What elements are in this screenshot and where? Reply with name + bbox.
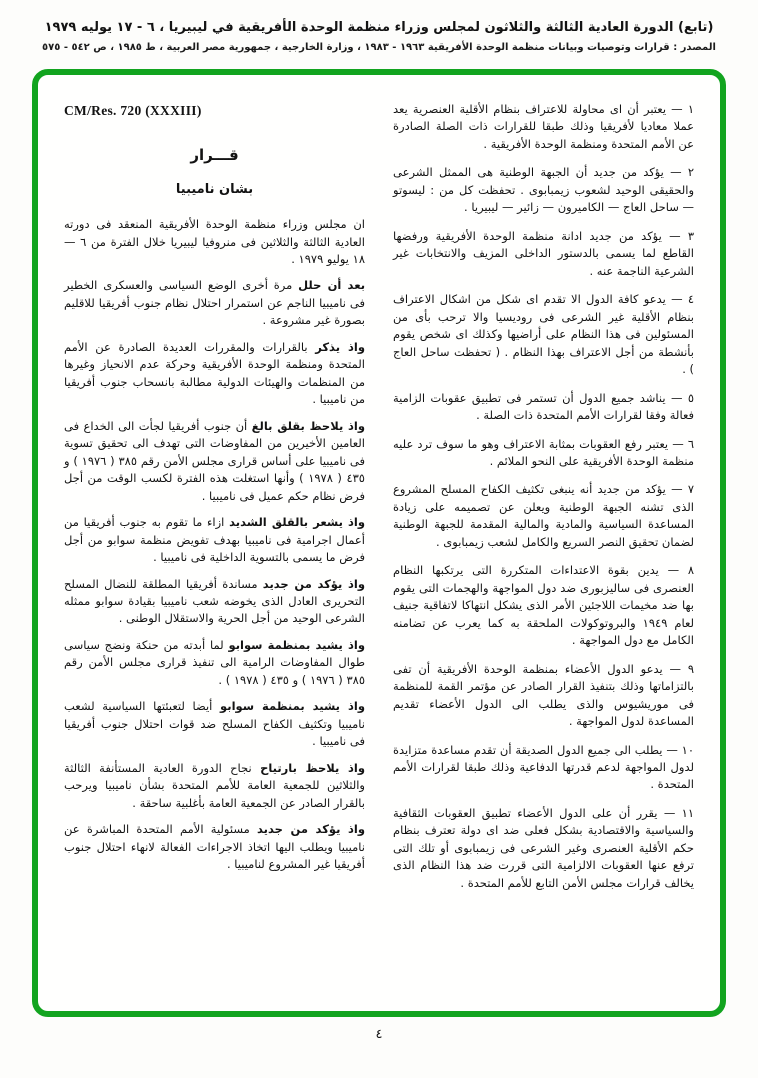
preamble-paragraph <box>64 576 365 628</box>
page-header <box>0 20 758 53</box>
item-number: ١٠ — <box>666 742 695 757</box>
item-number: ٣ — <box>669 228 695 243</box>
preamble-paragraph <box>64 216 365 268</box>
two-column-layout <box>64 101 694 903</box>
paragraph-lead: واذ يشعر بالقلق الشديد <box>229 515 366 530</box>
paragraph-lead: واذ يذكر <box>315 339 365 354</box>
paragraph-text: مرة أخرى الوضع السياسى والعسكرى الخطير فى ناميبيا الناجم عن استمرار احتلال نظام جنوب أفريقيا للاقليم بصورة غير مشروعة . <box>64 278 365 328</box>
operative-column <box>393 101 694 903</box>
item-text: يدين بقوة الاعتداءات المتكررة التى يرتكبها النظام العنصرى فى ساليزبورى ضد دول المواجهة والهجمات التى يقوم بها ضد مخيمات اللاجئين الأمر الذى يشكل انتهاكا لاتفاقية جنيف لعام ١٩٤٩ والبروتوكولات الملحقة به كما يعرب عن تضامنه الكامل مع دول المواجهة . <box>393 563 694 648</box>
paragraph-lead: واذ يشيد بمنظمة سوابو <box>220 699 365 714</box>
item-text: يقرر أن على الدول الأعضاء تطبيق العقوبات الثقافية والسياسية والاقتصادية بشكل فعلى ضد اى دولة تعترف بنظام حكم الأقلية العنصرى وغير الشرعى فى زيمبابوى أو تلك التى ترفع عنها العقوبات الالزامية التى قررت ضد هذا النظام الذى يخالف قرارات مجلس الأمن التابع للأمم المتحدة . <box>393 805 694 890</box>
paragraph-text: مساندة أفريقيا المطلقة للنضال المسلح التحريرى العادل الذى يخوضه شعب ناميبيا بقيادة سوابو ممثله الشرعى الوحيد من أجل الحرية والاستقلال الوطنى . <box>64 576 365 626</box>
preamble-paragraph <box>64 821 365 873</box>
paragraph-text: لما أبدته من حنكة ونضج سياسى طوال المفاوضات الرامية الى تنفيذ قرارى مجلس الأمن رقم ٣٨٥ ( ١٩٧٦ ) و ٤٣٥ ( ١٩٧٨ ) . <box>64 637 365 687</box>
preamble-paragraph <box>64 760 365 812</box>
preamble-paragraph <box>64 637 365 689</box>
paragraph-lead: واذ يلاحظ بقلق بالغ <box>251 418 366 433</box>
paragraph-text: نجاح الدورة العادية المستأنفة الثالثة والثلاثين للجمعية العامة للأمم المتحدة بشأن ناميبيا ويرحب بالقرار الصادر عن الجمعية العامة بأغلبية ساحقة . <box>64 760 365 810</box>
item-number: ٤ — <box>671 292 695 307</box>
preamble-paragraph <box>64 277 365 329</box>
operative-item <box>393 436 694 471</box>
operative-item <box>393 390 694 425</box>
item-number: ٥ — <box>670 390 695 405</box>
item-number: ٧ — <box>671 482 694 497</box>
paragraph-text: أيضا لتعبئتها السياسية لشعب ناميبيا وتكثيف الكفاح المسلح ضد قوات احتلال جنوب أفريقيا فى ناميبيا . <box>64 699 365 749</box>
operative-item <box>393 661 694 731</box>
item-number: ١١ — <box>663 805 695 820</box>
paragraph-text: بالقرارات والمقررات العديدة الصادرة عن الأمم المتحدة ومنظمة الوحدة الأفريقية وحركة عدم الانحياز وغيرها من المنظمات والهيئات الدولية مطالبة بانسحاب جنوب أفريقيا من ناميبيا . <box>64 339 365 407</box>
paragraph-lead: واذ يلاحظ بارتياح <box>260 760 366 775</box>
operative-item <box>393 562 694 649</box>
operative-item <box>393 228 694 280</box>
operative-item <box>393 805 694 892</box>
item-number: ٢ — <box>670 165 694 180</box>
resolution-reference: CM/Res. 720 (XXXIII) <box>64 103 202 118</box>
item-number: ٦ — <box>672 436 695 451</box>
preamble-paragraph <box>64 698 365 750</box>
item-text: يدعو كافة الدول الا تقدم اى شكل من اشكال الاعتراف بنظام الأقلية غير الشرعى فى روديسيا والا ترحب بأى من المسئولين فى هذا النظام على أراضيها وكذلك اى شخص يقوم بأنشطة من أجل الاعتراف بهذا النظام . ( تحفظت ساحل العاج ) . <box>393 292 694 377</box>
green-frame <box>32 69 726 1017</box>
item-text: يدعو الدول الأعضاء بمنظمة الوحدة الأفريقية أن تفى بالتزاماتها وذلك بتنفيذ القرار الصادر عن مؤتمر القمة للمنظمة فى موريشيوس والذى يطلب الى الدول الأعضاء تقديم المساعدة لدول المواجهة . <box>393 661 694 729</box>
item-text: يؤكد من جديد أنه ينبغى تكثيف الكفاح المسلح المشروع الذى تشنه الجبهة الوطنية ويعلن عن تصميمه على زيادة المساعدة السياسية والمادية والمالية المقدمة للجبهة الوطنية لضمان تحقيق النصر السريع والكامل لشعب زيمبابوى . <box>393 482 694 549</box>
paragraph-text: أن جنوب أفريقيا لجأت الى الخداع فى العامين الأخيرين من المفاوضات التى تهدف الى تحقيق تسوية فى ناميبيا على أساس قرارى مجلس الأمن رقم ٣٨٥ ( ١٩٧٦ ) و ٤٣٥ ( ١٩٧٨ ) وأنها استغلت هذه الفترة لكسب الوقت من أجل فرض نظام حكم عميل فى ناميبيا . <box>64 418 365 503</box>
item-text: يؤكد من جديد ادانة منظمة الوحدة الأفريقية ورفضها القاطع لما يسمى بالدستور الداخلى المزيف والانتخابات غير الشرعية الناجمة عنه . <box>393 228 694 278</box>
paragraph-text: مسئولية الأمم المتحدة المباشرة عن ناميبيا ويطلب اليها اتخاذ الاجراءات الفعالة لانهاء احتلال جنوب أفريقيا غير المشروع لناميبيا . <box>64 822 365 872</box>
operative-item <box>393 742 694 794</box>
paragraph-lead: واذ يؤكد من جديد <box>257 822 366 837</box>
resolution-title: قـــرار <box>190 145 239 164</box>
page-number: ٤ <box>375 1027 383 1042</box>
paragraph-text: ان مجلس وزراء منظمة الوحدة الأفريقية المنعقد فى دورته العادية الثالثة والثلاثين فى منروفيا ليبيريا خلال الفترة من ٦ — ١٨ يوليو ١٩٧٩ . <box>64 217 366 266</box>
operative-item <box>393 291 694 378</box>
item-text: يعتبر رفع العقوبات بمثابة الاعتراف وهو ما سوف ترد عليه منظمة الوحدة الأفريقية على النحو الملائم . <box>393 436 694 468</box>
item-text: يعتبر أن اى محاولة للاعتراف بنظام الأقلية العنصرية يعد عملا معاديا لأفريقيا وذلك طبقا للقرارات ذات الصلة الصادرة عن الأمم المتحدة ومنظمة الوحدة الأفريقية . <box>393 102 694 151</box>
header-source-line: المصدر : قرارات وتوصيات وبيانات منظمة الوحدة الأفريقية ١٩٦٣ - ١٩٨٣ ، وزارة الخارجية ، جمهورية مصر العربية ، ط ١٩٨٥ ، ص ٥٤٢ - ٥٧٥ <box>42 42 716 53</box>
preamble-paragraph <box>64 339 365 409</box>
paragraph-lead: واذ يؤكد من جديد <box>262 576 365 591</box>
item-number: ١ — <box>671 102 694 116</box>
paragraph-text: ازاء ما تقوم به جنوب أفريقيا من أعمال اجرامية فى ناميبيا بهدف تفويض منظمة سوابو من أجل فرض ما يسمى بالتسوية الداخلية فى ناميبيا . <box>64 515 365 565</box>
operative-item <box>393 481 694 551</box>
item-text: يؤكد من جديد أن الجبهة الوطنية هى الممثل الشرعى والحقيقى الوحيد لشعوب زيمبابوى . تحفظت كل من : ليسوتو — ساحل العاج — الكاميرون — زائير — ليبيريا . <box>393 165 694 215</box>
paragraph-lead: واذ يشيد بمنظمة سوابو <box>228 637 365 652</box>
item-number: ٨ — <box>667 563 695 578</box>
item-number: ٩ — <box>669 661 695 676</box>
paragraph-lead: بعد أن حلل <box>298 278 366 293</box>
operative-item <box>393 164 694 216</box>
item-text: يطلب الى جميع الدول الصديقة أن تقدم مساعدة متزايدة لدول المواجهة لدعم قدرتها الدفاعية وذلك طبقا لقرارات الأمم المتحدة . <box>393 742 694 792</box>
preamble-paragraph <box>64 418 365 505</box>
operative-item <box>393 101 694 153</box>
resolution-subtitle: بشان ناميبيا <box>175 182 254 198</box>
preamble-paragraph <box>64 514 365 566</box>
header-session-title: (تابع) الدورة العادية الثالثة والثلاثون لمجلس وزراء منظمة الوحدة الأفريقية في ليبيريا ، ٦ - ١٧ يوليه ١٩٧٩ <box>44 20 714 35</box>
item-text: يناشد جميع الدول أن تستمر فى تطبيق عقوبات الزامية فعالة وفقا لقرارات الأمم المتحدة ذات الصلة . <box>393 390 694 423</box>
preamble-column <box>64 101 365 903</box>
